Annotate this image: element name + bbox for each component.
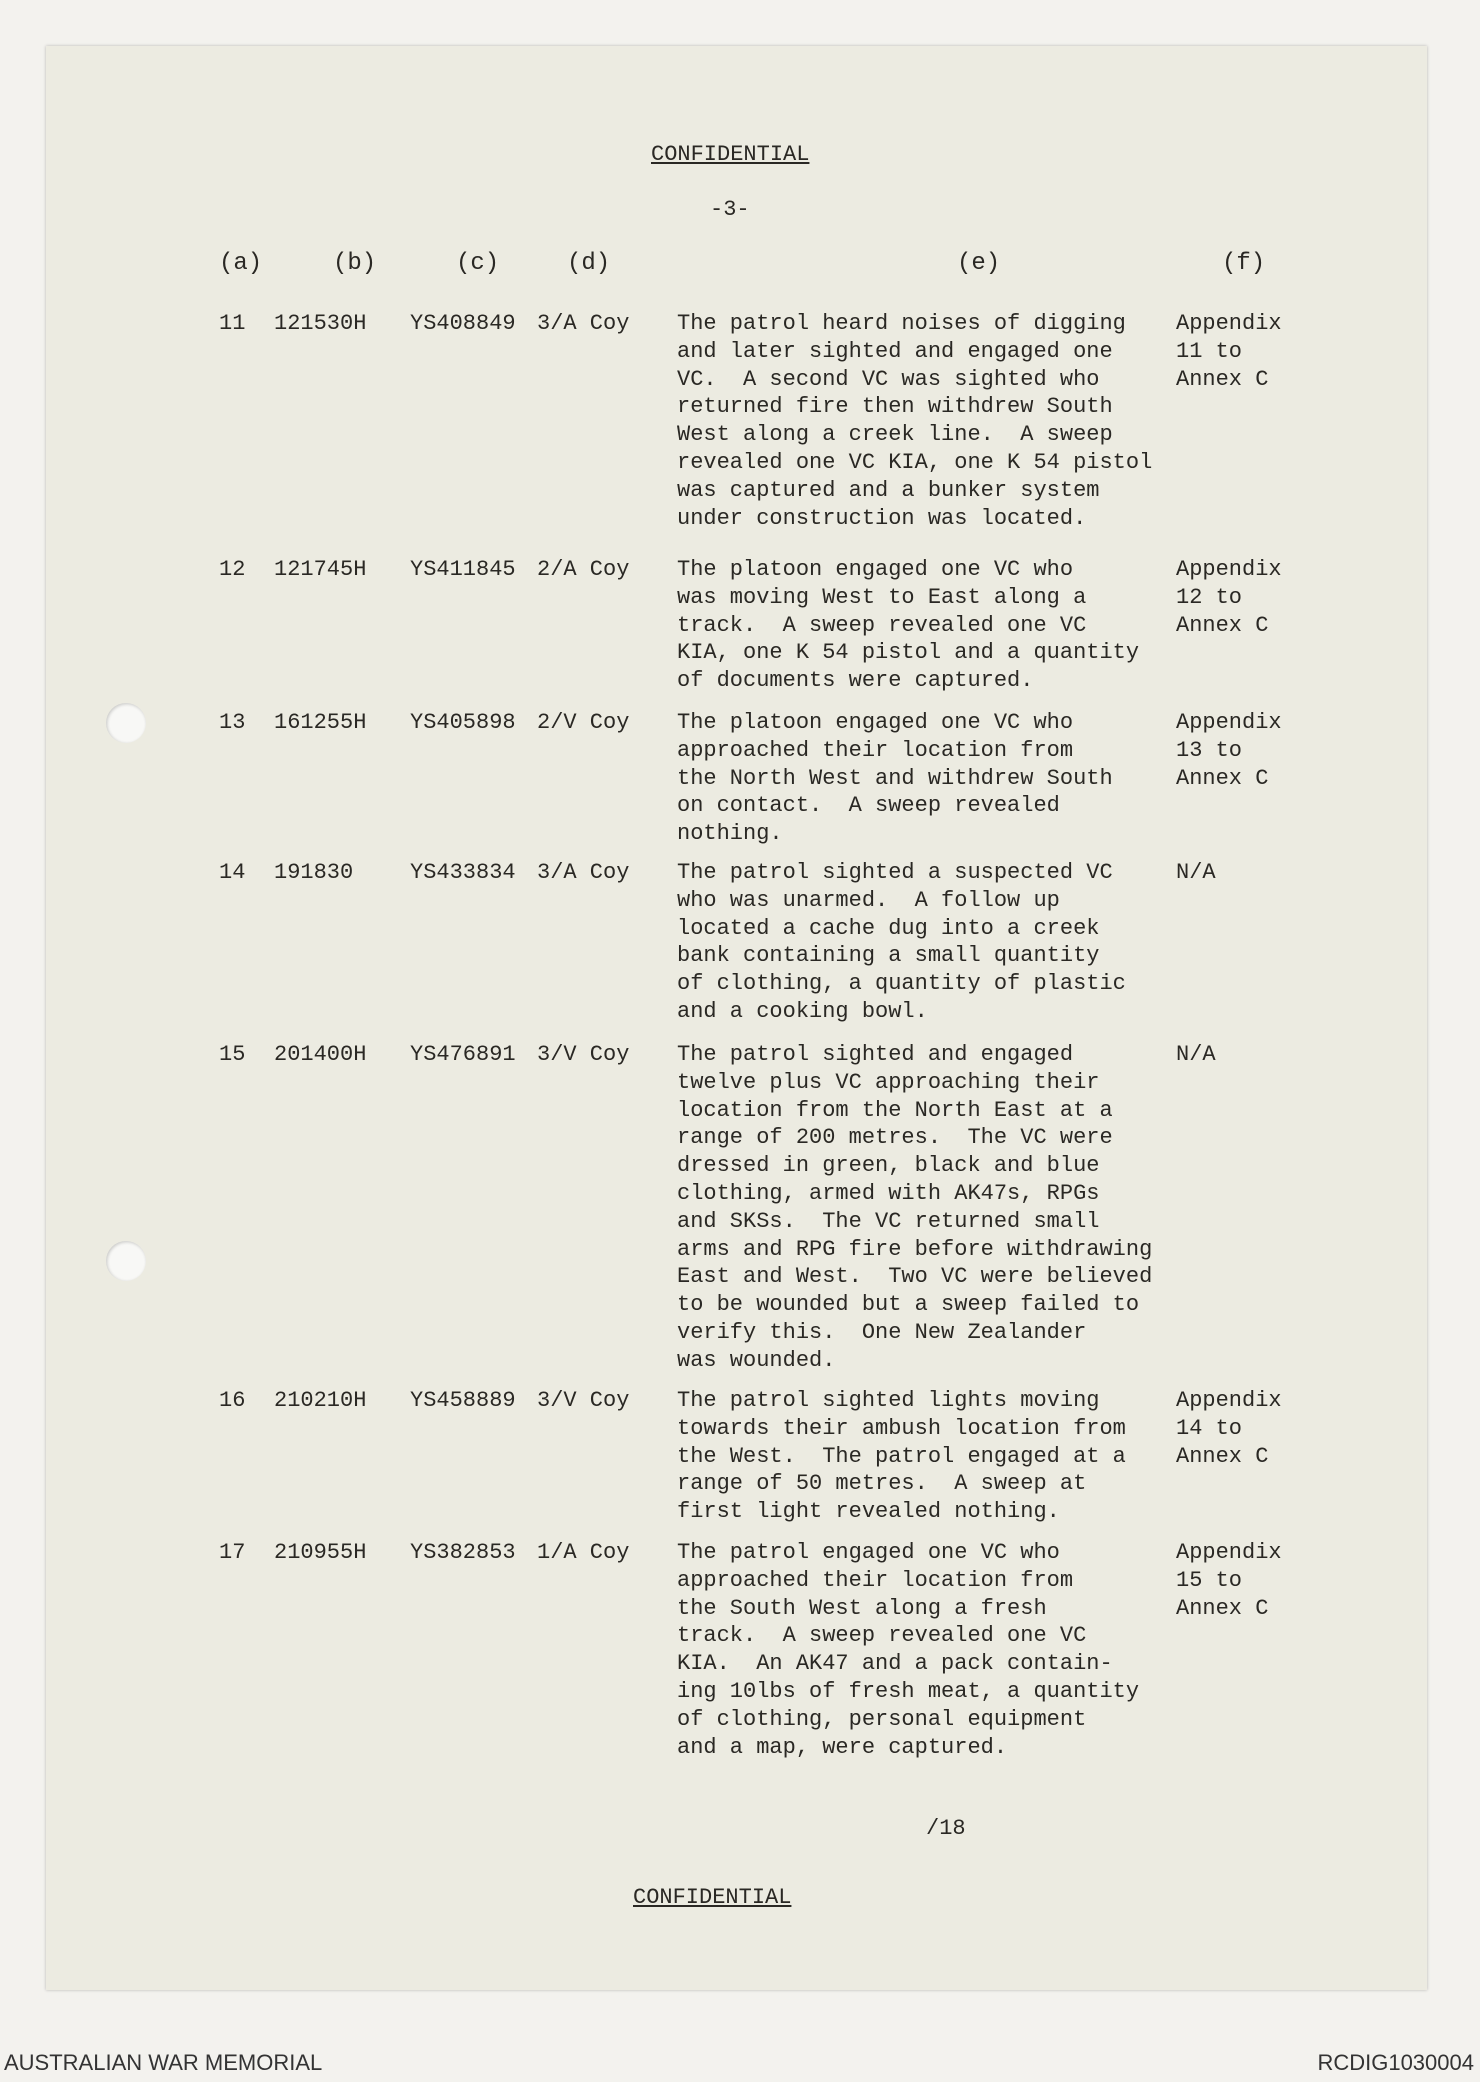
reference-line: Appendix bbox=[1176, 1540, 1282, 1565]
unit: 3/V Coy bbox=[537, 1042, 630, 1067]
serial: 17 bbox=[219, 1540, 246, 1565]
description-line: of clothing, personal equipment bbox=[677, 1706, 1087, 1732]
unit: 1/A Coy bbox=[537, 1540, 630, 1565]
description-line: approached their location from bbox=[677, 737, 1074, 763]
grid-reference: YS411845 bbox=[410, 557, 516, 582]
reference bbox=[1176, 310, 1282, 393]
description bbox=[677, 1387, 1126, 1526]
description-line: range of 50 metres. A sweep at bbox=[677, 1471, 1087, 1497]
description-line: dressed in green, black and blue bbox=[677, 1153, 1100, 1179]
reference-line: 15 to bbox=[1176, 1567, 1243, 1593]
description-line: West along a creek line. A sweep bbox=[677, 422, 1113, 448]
date-time-group: 121530H bbox=[274, 311, 367, 336]
reference bbox=[1176, 709, 1282, 792]
description-line: under construction was located. bbox=[677, 505, 1087, 531]
column-header-f: (f) bbox=[1222, 250, 1266, 277]
classification-header: CONFIDENTIAL bbox=[651, 142, 810, 167]
description-line: range of 200 metres. The VC were bbox=[677, 1125, 1113, 1151]
reference bbox=[1176, 859, 1216, 887]
unit: 2/A Coy bbox=[537, 557, 630, 582]
description-line: location from the North East at a bbox=[677, 1097, 1113, 1123]
reference-line: N/A bbox=[1176, 860, 1216, 885]
unit: 2/V Coy bbox=[537, 710, 630, 735]
reference-line: 12 to bbox=[1176, 584, 1243, 610]
date-time-group: 121745H bbox=[274, 557, 367, 582]
description-line: the North West and withdrew South bbox=[677, 765, 1113, 791]
description-line: first light revealed nothing. bbox=[677, 1499, 1060, 1525]
description-line: towards their ambush location from bbox=[677, 1415, 1126, 1441]
reference-line: Appendix bbox=[1176, 557, 1282, 582]
description-line: KIA, one K 54 pistol and a quantity bbox=[677, 640, 1140, 666]
description-line: The platoon engaged one VC who bbox=[677, 557, 1074, 582]
description bbox=[677, 709, 1113, 848]
grid-reference: YS408849 bbox=[410, 311, 516, 336]
classification-footer: CONFIDENTIAL bbox=[633, 1885, 792, 1910]
reference-line: Annex C bbox=[1176, 1443, 1269, 1469]
description-line: of documents were captured. bbox=[677, 668, 1034, 694]
description-line: who was unarmed. A follow up bbox=[677, 887, 1060, 913]
date-time-group: 210955H bbox=[274, 1540, 367, 1565]
serial: 15 bbox=[219, 1042, 246, 1067]
reference-line: 13 to bbox=[1176, 737, 1243, 763]
description-line: VC. A second VC was sighted who bbox=[677, 366, 1100, 392]
description-line: The patrol engaged one VC who bbox=[677, 1540, 1060, 1565]
reference-line: 14 to bbox=[1176, 1415, 1243, 1441]
reference-line: Appendix bbox=[1176, 1388, 1282, 1413]
punch-hole bbox=[106, 703, 146, 743]
column-header-c: (c) bbox=[456, 250, 500, 277]
date-time-group: 191830 bbox=[274, 860, 354, 885]
column-header-a: (a) bbox=[219, 250, 263, 277]
description-line: The patrol heard noises of digging bbox=[677, 311, 1126, 336]
description-line: track. A sweep revealed one VC bbox=[677, 612, 1087, 638]
reference bbox=[1176, 1041, 1216, 1069]
description-line: and a map, were captured. bbox=[677, 1734, 1008, 1760]
description-line: and SKSs. The VC returned small bbox=[677, 1208, 1100, 1234]
description-line: was captured and a bunker system bbox=[677, 477, 1100, 503]
punch-hole bbox=[106, 1241, 146, 1281]
description-line: KIA. An AK47 and a pack contain- bbox=[677, 1651, 1113, 1677]
column-header-b: (b) bbox=[333, 250, 377, 277]
reference-line: Appendix bbox=[1176, 710, 1282, 735]
reference bbox=[1176, 556, 1282, 639]
reference-line: N/A bbox=[1176, 1042, 1216, 1067]
description-line: The patrol sighted a suspected VC bbox=[677, 860, 1113, 885]
description bbox=[677, 310, 1152, 532]
continuation-marker: /18 bbox=[926, 1816, 966, 1841]
reference-line: Annex C bbox=[1176, 366, 1269, 392]
unit: 3/A Coy bbox=[537, 311, 630, 336]
description-line: was moving West to East along a bbox=[677, 584, 1087, 610]
description-line: returned fire then withdrew South bbox=[677, 394, 1113, 420]
description-line: nothing. bbox=[677, 821, 783, 847]
serial: 13 bbox=[219, 710, 246, 735]
serial: 16 bbox=[219, 1388, 246, 1413]
source-label: AUSTRALIAN WAR MEMORIAL bbox=[4, 2050, 323, 2075]
record-id: RCDIG1030004 bbox=[1317, 2050, 1474, 2075]
reference-line: Annex C bbox=[1176, 612, 1269, 638]
description-line: arms and RPG fire before withdrawing bbox=[677, 1236, 1153, 1262]
date-time-group: 201400H bbox=[274, 1042, 367, 1067]
description-line: verify this. One New Zealander bbox=[677, 1319, 1087, 1345]
description-line: revealed one VC KIA, one K 54 pistol bbox=[677, 449, 1153, 475]
description-line: and a cooking bowl. bbox=[677, 998, 928, 1024]
description-line: located a cache dug into a creek bbox=[677, 915, 1100, 941]
unit: 3/V Coy bbox=[537, 1388, 630, 1413]
description-line: twelve plus VC approaching their bbox=[677, 1069, 1100, 1095]
reference-line: Appendix bbox=[1176, 311, 1282, 336]
description-line: of clothing, a quantity of plastic bbox=[677, 971, 1126, 997]
serial: 12 bbox=[219, 557, 246, 582]
description-line: The patrol sighted lights moving bbox=[677, 1388, 1100, 1413]
date-time-group: 161255H bbox=[274, 710, 367, 735]
description-line: was wounded. bbox=[677, 1347, 836, 1373]
description-line: and later sighted and engaged one bbox=[677, 338, 1113, 364]
reference bbox=[1176, 1387, 1282, 1470]
grid-reference: YS405898 bbox=[410, 710, 516, 735]
unit: 3/A Coy bbox=[537, 860, 630, 885]
grid-reference: YS382853 bbox=[410, 1540, 516, 1565]
column-header-e: (e) bbox=[957, 250, 1001, 277]
reference-line: Annex C bbox=[1176, 765, 1269, 791]
description-line: East and West. Two VC were believed bbox=[677, 1264, 1153, 1290]
description bbox=[677, 1539, 1139, 1761]
reference-line: Annex C bbox=[1176, 1595, 1269, 1621]
description-line: to be wounded but a sweep failed to bbox=[677, 1292, 1140, 1318]
description-line: approached their location from bbox=[677, 1567, 1074, 1593]
description-line: the West. The patrol engaged at a bbox=[677, 1443, 1126, 1469]
grid-reference: YS458889 bbox=[410, 1388, 516, 1413]
description-line: clothing, armed with AK47s, RPGs bbox=[677, 1180, 1100, 1206]
reference bbox=[1176, 1539, 1282, 1622]
reference-line: 11 to bbox=[1176, 338, 1243, 364]
page-number: -3- bbox=[710, 197, 750, 222]
column-header-d: (d) bbox=[567, 250, 611, 277]
serial: 14 bbox=[219, 860, 246, 885]
description bbox=[677, 1041, 1152, 1375]
date-time-group: 210210H bbox=[274, 1388, 367, 1413]
description-line: bank containing a small quantity bbox=[677, 943, 1100, 969]
description-line: ing 10lbs of fresh meat, a quantity bbox=[677, 1678, 1140, 1704]
description bbox=[677, 556, 1139, 695]
grid-reference: YS433834 bbox=[410, 860, 516, 885]
description-line: The patrol sighted and engaged bbox=[677, 1042, 1074, 1067]
description-line: track. A sweep revealed one VC bbox=[677, 1623, 1087, 1649]
description-line: the South West along a fresh bbox=[677, 1595, 1047, 1621]
description bbox=[677, 859, 1126, 1026]
grid-reference: YS476891 bbox=[410, 1042, 516, 1067]
description-line: The platoon engaged one VC who bbox=[677, 710, 1074, 735]
description-line: on contact. A sweep revealed bbox=[677, 793, 1060, 819]
serial: 11 bbox=[219, 311, 246, 336]
